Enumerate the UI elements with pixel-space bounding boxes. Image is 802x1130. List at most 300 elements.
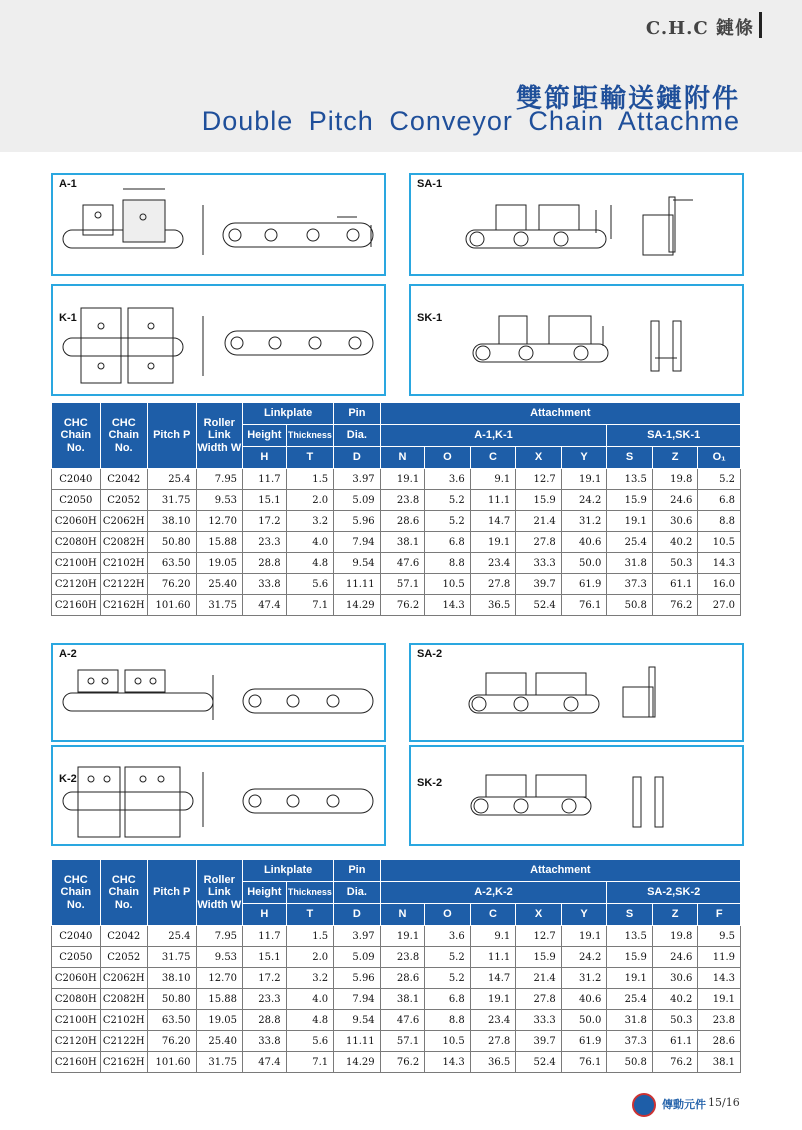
table-cell: 76.2	[652, 1052, 698, 1073]
table-cell: C2042	[100, 469, 147, 490]
table-cell: 24.6	[652, 490, 698, 511]
diagram-sa2	[409, 643, 744, 742]
table-row	[52, 1031, 741, 1052]
table-cell: 28.6	[380, 968, 425, 989]
spec-table-1-body	[52, 469, 741, 616]
header-f: F	[698, 904, 741, 926]
table-cell: C2120H	[52, 1031, 101, 1052]
table-cell: 23.4	[470, 1010, 516, 1031]
table-cell: 76.20	[147, 1031, 196, 1052]
header-t: T	[286, 447, 334, 469]
table-cell: 5.6	[286, 1031, 334, 1052]
header-roller-link-width: Roller Link Width W	[196, 403, 243, 469]
header-y: Y	[561, 447, 607, 469]
diagram-label: A-2	[59, 648, 77, 660]
table-cell: 9.54	[334, 553, 381, 574]
table-cell: 13.5	[607, 926, 653, 947]
table-cell: C2080H	[52, 989, 101, 1010]
table-cell: 5.09	[334, 490, 381, 511]
table-cell: 3.97	[334, 926, 381, 947]
diagram-label: K-2	[59, 773, 77, 785]
table-cell: 11.7	[243, 469, 287, 490]
table-cell: C2060H	[52, 511, 101, 532]
table-cell: 10.5	[425, 574, 471, 595]
diagram-label: SK-1	[417, 312, 443, 324]
table-cell: 25.4	[607, 989, 653, 1010]
header-z: Z	[652, 904, 698, 926]
header-n: N	[380, 904, 425, 926]
table-cell: C2122H	[100, 1031, 147, 1052]
table-cell: 19.1	[698, 989, 741, 1010]
table-cell: 7.1	[286, 1052, 334, 1073]
table-cell: 1.5	[286, 469, 334, 490]
header-o: O	[425, 904, 471, 926]
table-cell: 27.8	[516, 989, 562, 1010]
header-chc-chain-no: CHC Chain No.	[52, 860, 101, 926]
header-o1: O₁	[698, 447, 741, 469]
page-title-english: Double Pitch Conveyor Chain Attachme	[201, 106, 740, 136]
diagram-a2	[51, 643, 386, 742]
table-cell: 15.88	[196, 532, 243, 553]
table-cell: 57.1	[380, 574, 425, 595]
table-cell: C2120H	[52, 574, 101, 595]
chain-drawing-k2	[53, 747, 384, 844]
table-cell: 27.8	[516, 532, 562, 553]
table-cell: 4.0	[286, 532, 334, 553]
table-cell: 15.88	[196, 989, 243, 1010]
diagram-sk2	[409, 745, 744, 846]
table-cell: 5.6	[286, 574, 334, 595]
table-cell: 25.40	[196, 1031, 243, 1052]
header-group-sa2-sk2: SA-2,SK-2	[607, 882, 741, 904]
table-row	[52, 989, 741, 1010]
diagram-a1	[51, 173, 386, 276]
table-cell: 36.5	[470, 1052, 516, 1073]
table-cell: 50.0	[561, 553, 607, 574]
table-cell: 9.5	[698, 926, 741, 947]
table-cell: 15.9	[516, 490, 562, 511]
table-cell: 31.75	[147, 490, 196, 511]
table-cell: 11.7	[243, 926, 287, 947]
table-cell: 3.6	[425, 469, 471, 490]
table-cell: 19.8	[652, 469, 698, 490]
table-row	[52, 926, 741, 947]
table-cell: 28.6	[698, 1031, 741, 1052]
header-attachment: Attachment	[380, 403, 740, 425]
header-c: C	[470, 447, 516, 469]
chain-drawing-sk1	[411, 286, 742, 394]
table-cell: 47.4	[243, 595, 287, 616]
page-header	[0, 0, 802, 152]
table-cell: 6.8	[425, 532, 471, 553]
table-cell: 5.09	[334, 947, 381, 968]
table-cell: C2082H	[100, 989, 147, 1010]
header-linkplate: Linkplate	[243, 403, 334, 425]
diagram-sa1	[409, 173, 744, 276]
chain-drawing-sk2	[411, 747, 742, 844]
header-group-a1-k1: A-1,K-1	[380, 425, 607, 447]
table-cell: 23.4	[470, 553, 516, 574]
table-cell: 19.1	[607, 511, 653, 532]
table-cell: 7.94	[334, 989, 381, 1010]
table-cell: C2100H	[52, 1010, 101, 1031]
table-cell: 4.8	[286, 553, 334, 574]
table-cell: 38.1	[380, 532, 425, 553]
table-cell: 30.6	[652, 968, 698, 989]
header-s: S	[607, 904, 653, 926]
table-cell: C2050	[52, 490, 101, 511]
table-cell: 52.4	[516, 595, 562, 616]
table-cell: 5.2	[425, 490, 471, 511]
table-cell: 27.0	[698, 595, 741, 616]
table-cell: 23.8	[380, 947, 425, 968]
spec-table-1	[51, 402, 741, 616]
table-cell: C2160H	[52, 1052, 101, 1073]
table-cell: C2052	[100, 947, 147, 968]
table-cell: 27.8	[470, 574, 516, 595]
table-cell: C2122H	[100, 574, 147, 595]
header-dia: Dia.	[334, 882, 381, 904]
table-cell: 14.3	[698, 553, 741, 574]
table-cell: 50.3	[652, 1010, 698, 1031]
table-cell: 3.97	[334, 469, 381, 490]
header-roller-link-width: Roller Link Width W	[196, 860, 243, 926]
spec-table-2-body	[52, 926, 741, 1073]
table-cell: 10.5	[698, 532, 741, 553]
table-cell: 31.75	[196, 1052, 243, 1073]
table-cell: 14.29	[334, 595, 381, 616]
diagram-k1	[51, 284, 386, 396]
diagram-label: SA-2	[417, 648, 443, 660]
table-cell: 31.8	[607, 1010, 653, 1031]
header-pin: Pin	[334, 403, 381, 425]
table-cell: 19.1	[380, 926, 425, 947]
table-cell: 76.1	[561, 595, 607, 616]
table-cell: 17.2	[243, 511, 287, 532]
table-row	[52, 469, 741, 490]
header-attachment: Attachment	[380, 860, 740, 882]
header-thickness: Thickness	[286, 425, 334, 447]
table-cell: 10.5	[425, 1031, 471, 1052]
table-cell: 3.6	[425, 926, 471, 947]
table-row	[52, 553, 741, 574]
header-c: C	[470, 904, 516, 926]
table-cell: 19.1	[470, 989, 516, 1010]
table-cell: 40.6	[561, 532, 607, 553]
table-cell: 31.2	[561, 511, 607, 532]
table-cell: 14.7	[470, 511, 516, 532]
table-cell: C2050	[52, 947, 101, 968]
table-cell: C2062H	[100, 968, 147, 989]
table-cell: 7.95	[196, 469, 243, 490]
table-cell: 19.1	[470, 532, 516, 553]
table-cell: 50.0	[561, 1010, 607, 1031]
table-cell: 31.75	[147, 947, 196, 968]
table-cell: 23.3	[243, 989, 287, 1010]
table-row	[52, 1010, 741, 1031]
table-cell: 28.8	[243, 553, 287, 574]
header-s: S	[607, 447, 653, 469]
table-cell: 6.8	[698, 490, 741, 511]
header-pin: Pin	[334, 860, 381, 882]
spec-table-2	[51, 859, 741, 1073]
table-cell: C2160H	[52, 595, 101, 616]
table-cell: 19.1	[561, 926, 607, 947]
table-cell: 11.1	[470, 947, 516, 968]
table-cell: 37.3	[607, 1031, 653, 1052]
header-h: H	[243, 904, 287, 926]
table-cell: 47.4	[243, 1052, 287, 1073]
table-row	[52, 511, 741, 532]
table-cell: 24.2	[561, 947, 607, 968]
table-cell: 12.70	[196, 968, 243, 989]
table-cell: C2052	[100, 490, 147, 511]
table-cell: 25.40	[196, 574, 243, 595]
table-row	[52, 1052, 741, 1073]
table-cell: 63.50	[147, 1010, 196, 1031]
header-x: X	[516, 447, 562, 469]
diagram-label: SK-2	[417, 777, 443, 789]
table-cell: 8.8	[698, 511, 741, 532]
table-cell: 33.3	[516, 1010, 562, 1031]
table-cell: 8.8	[425, 1010, 471, 1031]
table-cell: 47.6	[380, 553, 425, 574]
table-cell: 5.2	[425, 968, 471, 989]
table-cell: 15.9	[607, 490, 653, 511]
header-t: T	[286, 904, 334, 926]
table-cell: 101.60	[147, 1052, 196, 1073]
table-cell: 38.10	[147, 511, 196, 532]
table-cell: 9.53	[196, 490, 243, 511]
table-cell: 5.2	[425, 511, 471, 532]
table-cell: 38.1	[698, 1052, 741, 1073]
table-cell: 28.8	[243, 1010, 287, 1031]
table-cell: 50.80	[147, 989, 196, 1010]
table-cell: 12.70	[196, 511, 243, 532]
table-cell: C2082H	[100, 532, 147, 553]
table-cell: 63.50	[147, 553, 196, 574]
table-cell: 14.3	[698, 968, 741, 989]
header-d: D	[334, 904, 381, 926]
table-cell: 36.5	[470, 595, 516, 616]
table-cell: 14.3	[425, 595, 471, 616]
brand-name: C.H.C 鏈條	[645, 18, 754, 39]
table-cell: 23.3	[243, 532, 287, 553]
table-cell: 9.54	[334, 1010, 381, 1031]
table-cell: 52.4	[516, 1052, 562, 1073]
table-cell: 4.8	[286, 1010, 334, 1031]
diagram-label: A-1	[59, 178, 77, 190]
table-row	[52, 968, 741, 989]
table-cell: 30.6	[652, 511, 698, 532]
table-cell: 11.11	[334, 574, 381, 595]
table-cell: 17.2	[243, 968, 287, 989]
chain-drawing-a2	[53, 645, 384, 740]
header-group-sa1-sk1: SA-1,SK-1	[607, 425, 741, 447]
table-cell: 7.94	[334, 532, 381, 553]
table-cell: 7.1	[286, 595, 334, 616]
table-cell: 21.4	[516, 968, 562, 989]
chain-drawing-sa1	[411, 175, 742, 274]
header-z: Z	[652, 447, 698, 469]
table-cell: 3.2	[286, 968, 334, 989]
header-height: Height	[243, 425, 287, 447]
table-cell: 19.1	[380, 469, 425, 490]
table-cell: 19.05	[196, 553, 243, 574]
table-cell: 38.1	[380, 989, 425, 1010]
table-row	[52, 574, 741, 595]
table-cell: 37.3	[607, 574, 653, 595]
table-cell: 76.2	[380, 1052, 425, 1073]
table-cell: 76.2	[380, 595, 425, 616]
table-cell: 61.1	[652, 574, 698, 595]
table-cell: 5.2	[698, 469, 741, 490]
table-cell: 19.05	[196, 1010, 243, 1031]
table-cell: C2162H	[100, 1052, 147, 1073]
table-cell: 101.60	[147, 595, 196, 616]
table-cell: 50.3	[652, 553, 698, 574]
header-pitch: Pitch P	[147, 860, 196, 926]
table-cell: 19.1	[561, 469, 607, 490]
header-group-a2-k2: A-2,K-2	[380, 882, 607, 904]
table-cell: 5.96	[334, 511, 381, 532]
table-cell: 50.80	[147, 532, 196, 553]
table-cell: 3.2	[286, 511, 334, 532]
footer-brand-text: 傳動元件	[662, 1099, 706, 1111]
table-cell: 2.0	[286, 490, 334, 511]
table-cell: 19.1	[607, 968, 653, 989]
table-cell: 27.8	[470, 1031, 516, 1052]
table-cell: 24.6	[652, 947, 698, 968]
table-cell: 61.9	[561, 574, 607, 595]
table-cell: 19.8	[652, 926, 698, 947]
header-n: N	[380, 447, 425, 469]
table-cell: 21.4	[516, 511, 562, 532]
chain-drawing-a1	[53, 175, 384, 274]
table-cell: 61.1	[652, 1031, 698, 1052]
table-cell: 4.0	[286, 989, 334, 1010]
table-cell: 13.5	[607, 469, 653, 490]
table-cell: 40.2	[652, 989, 698, 1010]
table-cell: C2040	[52, 469, 101, 490]
header-chc-chain-no: CHC Chain No.	[52, 403, 101, 469]
table-cell: 2.0	[286, 947, 334, 968]
table-cell: 5.96	[334, 968, 381, 989]
table-cell: 40.2	[652, 532, 698, 553]
header-chc-chain-no-2: CHC Chain No.	[100, 860, 147, 926]
header-dia: Dia.	[334, 425, 381, 447]
header-x: X	[516, 904, 562, 926]
diagram-k2	[51, 745, 386, 846]
header-o: O	[425, 447, 471, 469]
table-cell: 7.95	[196, 926, 243, 947]
table-row	[52, 490, 741, 511]
table-cell: 40.6	[561, 989, 607, 1010]
table-cell: 8.8	[425, 553, 471, 574]
table-cell: 33.8	[243, 574, 287, 595]
table-cell: 76.2	[652, 595, 698, 616]
table-cell: 39.7	[516, 574, 562, 595]
table-cell: 24.2	[561, 490, 607, 511]
table-cell: 50.8	[607, 1052, 653, 1073]
header-pitch: Pitch P	[147, 403, 196, 469]
table-cell: C2060H	[52, 968, 101, 989]
table-cell: 33.3	[516, 553, 562, 574]
table-cell: 38.10	[147, 968, 196, 989]
table-cell: 31.8	[607, 553, 653, 574]
table-cell: 31.2	[561, 968, 607, 989]
table-cell: C2100H	[52, 553, 101, 574]
table-cell: 28.6	[380, 511, 425, 532]
diagram-label: K-1	[59, 312, 77, 324]
table-cell: 25.4	[147, 469, 196, 490]
table-cell: 12.7	[516, 469, 562, 490]
table-cell: 9.1	[470, 469, 516, 490]
table-cell: C2062H	[100, 511, 147, 532]
table-cell: 6.8	[425, 989, 471, 1010]
table-cell: 23.8	[698, 1010, 741, 1031]
table-cell: 11.9	[698, 947, 741, 968]
header-h: H	[243, 447, 287, 469]
table-cell: 31.75	[196, 595, 243, 616]
table-cell: C2080H	[52, 532, 101, 553]
table-cell: 1.5	[286, 926, 334, 947]
table-cell: 50.8	[607, 595, 653, 616]
chain-drawing-k1	[53, 286, 384, 394]
company-logo-icon	[632, 1093, 656, 1117]
table-cell: 76.20	[147, 574, 196, 595]
table-cell: 39.7	[516, 1031, 562, 1052]
table-cell: C2162H	[100, 595, 147, 616]
header-linkplate: Linkplate	[243, 860, 334, 882]
header-d: D	[334, 447, 381, 469]
table-cell: 9.53	[196, 947, 243, 968]
page-number: 15/16	[708, 1096, 740, 1109]
table-cell: C2040	[52, 926, 101, 947]
table-cell: 15.9	[607, 947, 653, 968]
table-cell: 15.1	[243, 490, 287, 511]
table-cell: 5.2	[425, 947, 471, 968]
page-title-chinese: 雙節距輸送鏈附件	[515, 83, 740, 113]
table-cell: 15.1	[243, 947, 287, 968]
table-cell: C2102H	[100, 1010, 147, 1031]
table-cell: 33.8	[243, 1031, 287, 1052]
header-thickness: Thickness	[286, 882, 334, 904]
header-y: Y	[561, 904, 607, 926]
table-cell: C2042	[100, 926, 147, 947]
table-cell: 57.1	[380, 1031, 425, 1052]
table-cell: 14.7	[470, 968, 516, 989]
table-cell: 25.4	[147, 926, 196, 947]
table-row	[52, 947, 741, 968]
diagram-sk1	[409, 284, 744, 396]
table-cell: 11.1	[470, 490, 516, 511]
table-cell: 12.7	[516, 926, 562, 947]
table-cell: 15.9	[516, 947, 562, 968]
chain-drawing-sa2	[411, 645, 742, 740]
brand-divider	[759, 12, 762, 38]
table-row	[52, 595, 741, 616]
table-cell: 9.1	[470, 926, 516, 947]
table-cell: 76.1	[561, 1052, 607, 1073]
table-cell: 47.6	[380, 1010, 425, 1031]
table-cell: 25.4	[607, 532, 653, 553]
table-cell: 16.0	[698, 574, 741, 595]
header-height: Height	[243, 882, 287, 904]
table-row	[52, 532, 741, 553]
diagram-label: SA-1	[417, 178, 443, 190]
table-cell: 23.8	[380, 490, 425, 511]
